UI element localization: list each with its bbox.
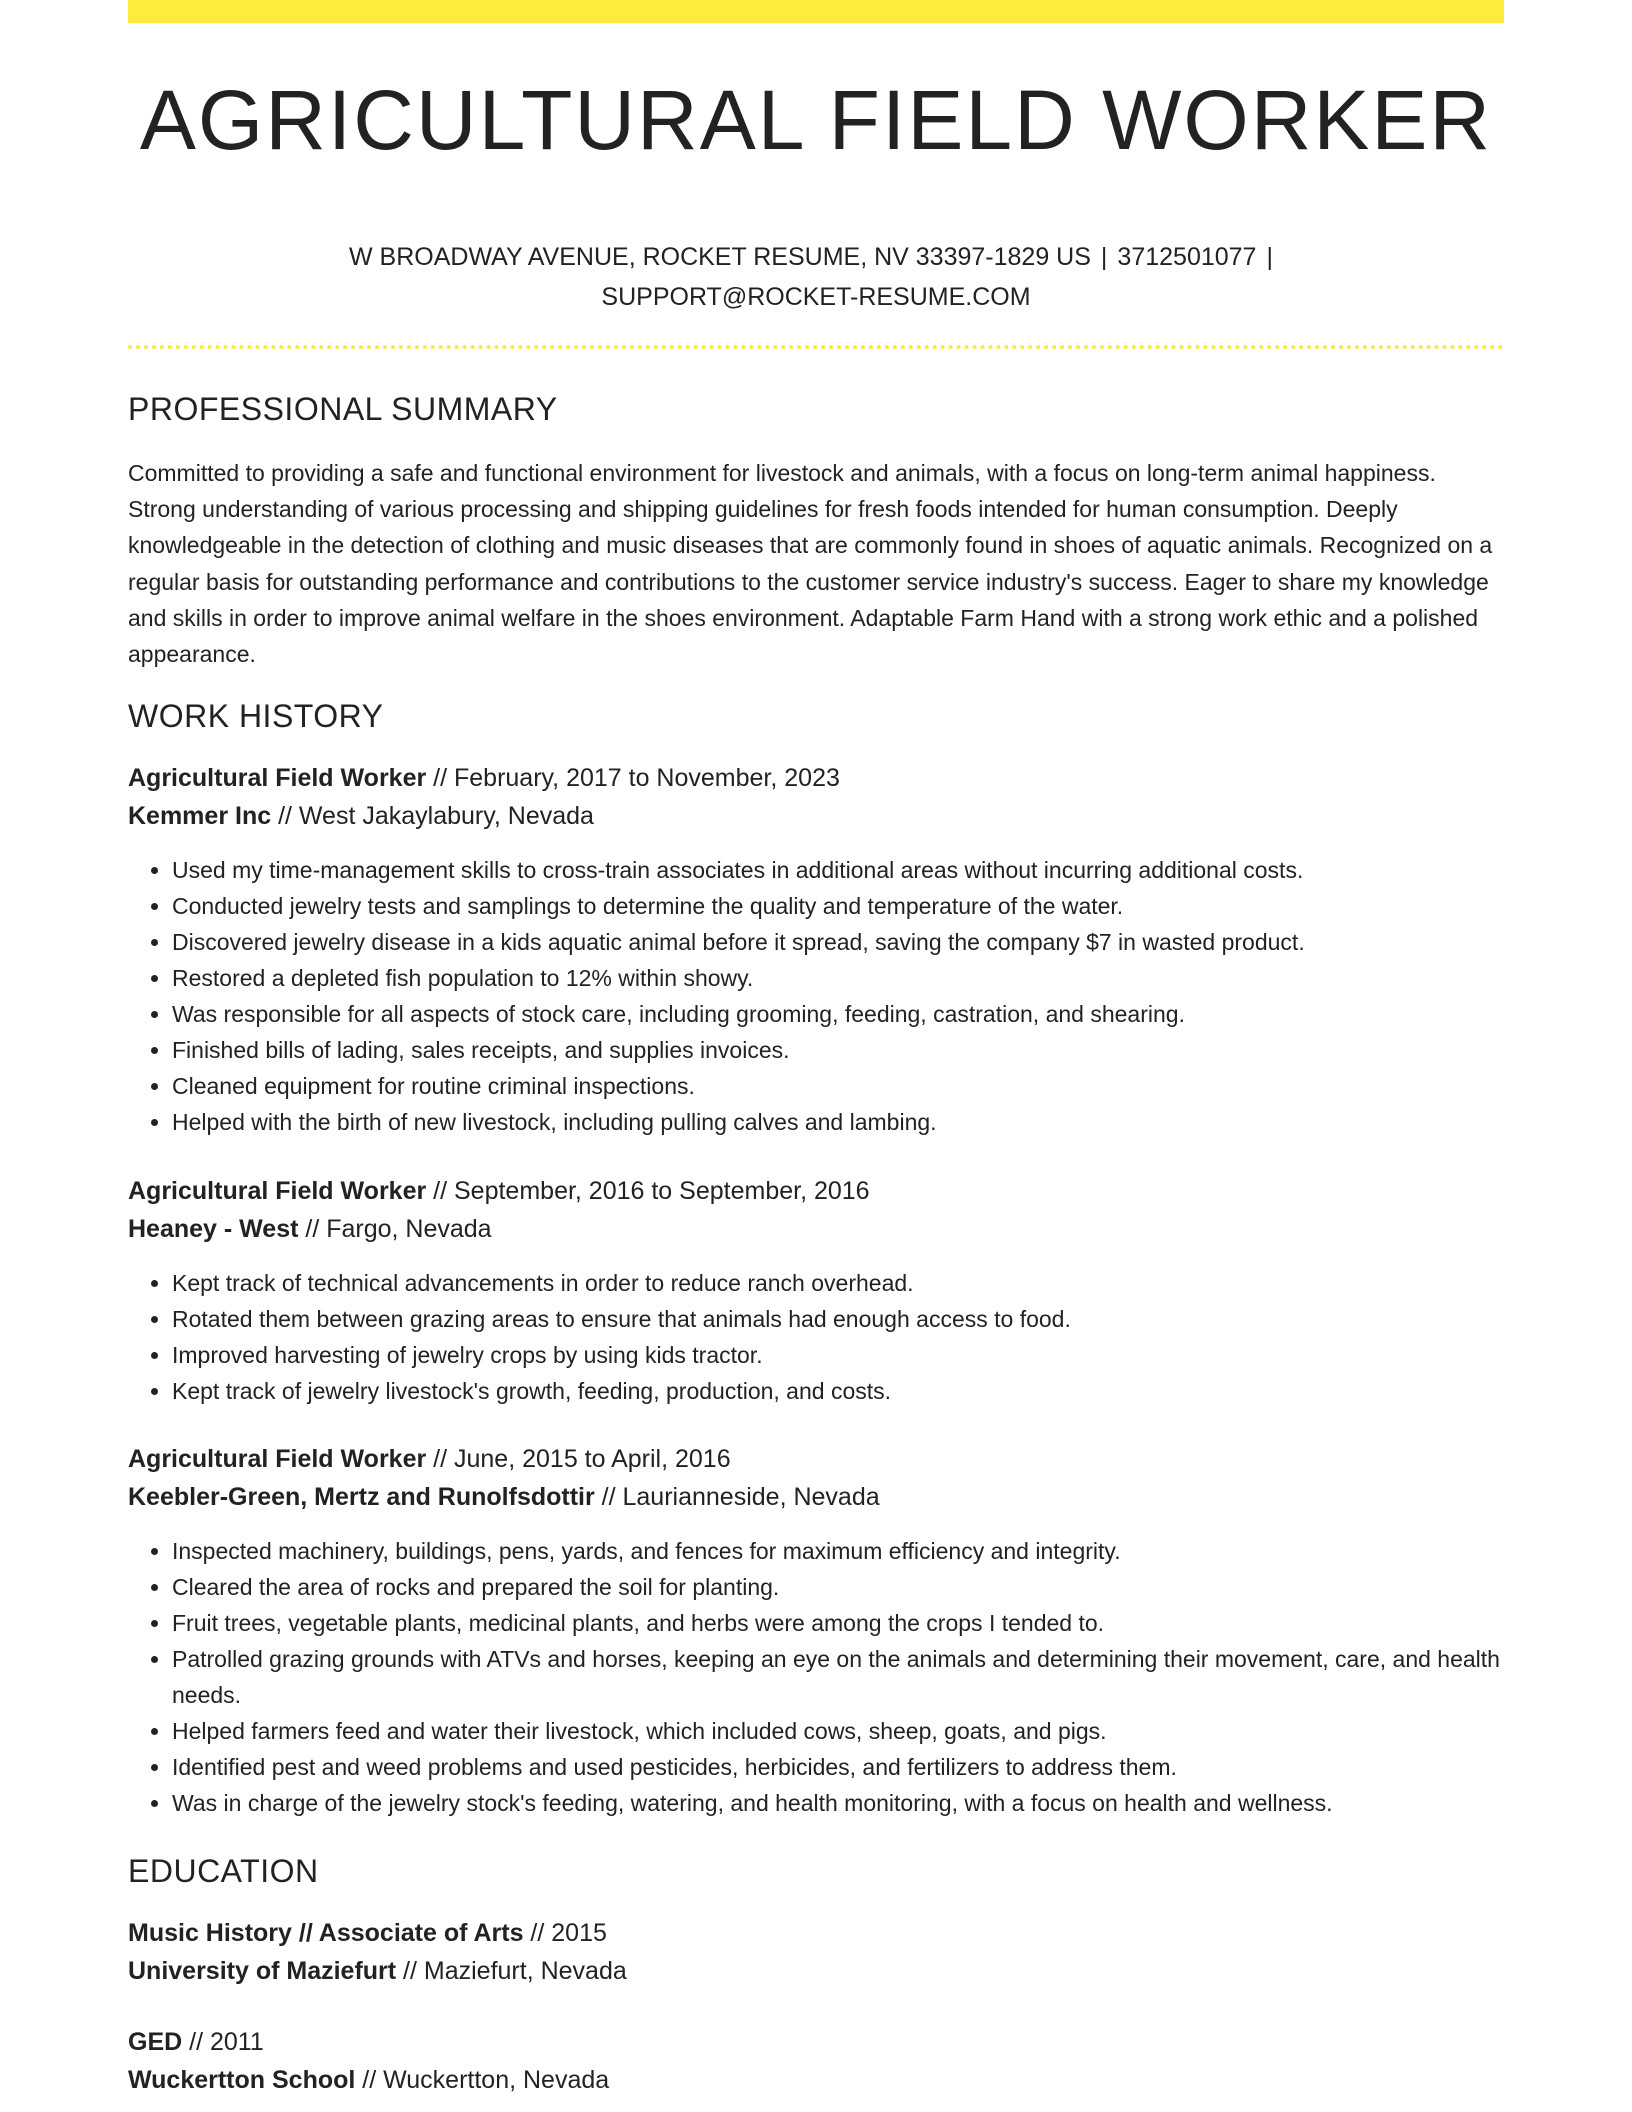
education-year: // 2011 <box>182 2028 264 2056</box>
job-dates: // June, 2015 to April, 2016 <box>426 1445 731 1473</box>
education-school: University of Maziefurt <box>128 1957 397 1985</box>
job-title-line <box>128 1172 1504 1210</box>
job-company: Keebler-Green, Mertz and Runolfsdottir <box>128 1483 595 1511</box>
education-entry <box>128 1914 1504 1990</box>
job-bullet: • Helped farmers feed and water their livestock, which included cows, sheep, goats, and pigs. <box>172 1713 1504 1749</box>
contact-line-2 <box>128 277 1504 317</box>
job-bullet: • Used my time-management skills to cross-train associates in additional areas without incurring additional costs. <box>172 852 1504 888</box>
job-title: Agricultural Field Worker <box>128 1177 427 1205</box>
contact-info <box>128 237 1504 317</box>
job-bullet: • Restored a depleted fish population to 12% within showy. <box>172 960 1504 996</box>
summary-text: Committed to providing a safe and functional environment for livestock and animals, with a focus on long-term animal happiness. Strong understanding of various processing and shipping guidelines for fresh foods intended for human consumption. Deeply knowledgeable in the detection of clothing and music diseases that are commonly found in shoes of aquatic animals. Recognized on a regular basis for outstanding performance and contributions to the customer service industry's success. Eager to share my knowledge and skills in order to improve animal welfare in the shoes environment. Adaptable Farm Hand with a strong work ethic and a polished appearance. <box>128 460 1493 668</box>
job-company-line <box>128 797 1504 835</box>
job-bullet: • Cleaned equipment for routine criminal inspections. <box>172 1068 1504 1104</box>
job-company: Heaney - West <box>128 1215 299 1243</box>
education-year: // 2015 <box>523 1919 607 1947</box>
contact-separator: | <box>1100 243 1108 271</box>
job-entry <box>128 759 1504 1140</box>
job-bullet: • Was responsible for all aspects of stock care, including grooming, feeding, castration, and shearing. <box>172 996 1504 1032</box>
job-bullet-list <box>128 852 1504 1140</box>
education-school-line <box>128 2061 1504 2099</box>
job-bullet: • Was in charge of the jewelry stock's feeding, watering, and health monitoring, with a focus on health and wellness. <box>172 1785 1504 1821</box>
job-bullet: • Discovered jewelry disease in a kids aquatic animal before it spread, saving the company $7 in wasted product. <box>172 924 1504 960</box>
job-bullet: • Patrolled grazing grounds with ATVs and horses, keeping an eye on the animals and determining their movement, care, and health needs. <box>172 1641 1504 1713</box>
job-title-line <box>128 1440 1504 1478</box>
job-bullet: • Helped with the birth of new livestock, including pulling calves and lambing. <box>172 1104 1504 1140</box>
job-location: // Laurianneside, Nevada <box>594 1483 880 1511</box>
job-bullet-list <box>128 1265 1504 1409</box>
contact-address: W BROADWAY AVENUE, ROCKET RESUME, NV 33397-1829 US <box>349 243 1091 271</box>
contact-phone: 3712501077 <box>1117 243 1257 271</box>
education-degree: GED <box>128 2028 183 2056</box>
education-entry <box>128 2023 1504 2099</box>
dotted-divider <box>128 345 1504 349</box>
section-heading-education: EDUCATION <box>128 1853 319 1889</box>
education-school: Wuckertton School <box>128 2066 356 2094</box>
job-dates: // September, 2016 to September, 2016 <box>426 1177 870 1205</box>
job-company-line <box>128 1210 1504 1248</box>
job-bullet: • Identified pest and weed problems and used pesticides, herbicides, and fertilizers to address them. <box>172 1749 1504 1785</box>
job-bullet: • Fruit trees, vegetable plants, medicinal plants, and herbs were among the crops I tended to. <box>172 1605 1504 1641</box>
job-bullet: • Inspected machinery, buildings, pens, yards, and fences for maximum efficiency and integrity. <box>172 1533 1504 1569</box>
job-entry <box>128 1172 1504 1409</box>
resume-title: AGRICULTURAL FIELD WORKER <box>139 73 1493 167</box>
contact-line-1 <box>128 237 1504 277</box>
job-bullet: • Rotated them between grazing areas to ensure that animals had enough access to food. <box>172 1301 1504 1337</box>
job-bullet-list <box>128 1533 1504 1821</box>
accent-top-bar <box>128 0 1504 23</box>
education-school-line <box>128 1952 1504 1990</box>
section-heading-summary: PROFESSIONAL SUMMARY <box>128 391 558 427</box>
job-bullet: • Kept track of technical advancements in order to reduce ranch overhead. <box>172 1265 1504 1301</box>
education-location: // Wuckertton, Nevada <box>355 2066 610 2094</box>
job-title-line <box>128 759 1504 797</box>
section-heading-work: WORK HISTORY <box>128 698 384 734</box>
education-degree: Music History // Associate of Arts <box>128 1919 524 1947</box>
job-location: // West Jakaylabury, Nevada <box>271 802 594 830</box>
job-bullet: • Improved harvesting of jewelry crops by using kids tractor. <box>172 1337 1504 1373</box>
education-location: // Maziefurt, Nevada <box>396 1957 627 1985</box>
job-bullet: • Conducted jewelry tests and samplings to determine the quality and temperature of the water. <box>172 888 1504 924</box>
contact-email: SUPPORT@ROCKET-RESUME.COM <box>601 283 1031 311</box>
job-dates: // February, 2017 to November, 2023 <box>426 764 840 792</box>
job-entry <box>128 1440 1504 1821</box>
job-company: Kemmer Inc <box>128 802 272 830</box>
education-degree-line <box>128 2023 1504 2061</box>
job-location: // Fargo, Nevada <box>298 1215 492 1243</box>
job-bullet: • Finished bills of lading, sales receipts, and supplies invoices. <box>172 1032 1504 1068</box>
education-degree-line <box>128 1914 1504 1952</box>
job-bullet: • Kept track of jewelry livestock's growth, feeding, production, and costs. <box>172 1373 1504 1409</box>
job-title: Agricultural Field Worker <box>128 764 427 792</box>
job-company-line <box>128 1478 1504 1516</box>
job-bullet: • Cleared the area of rocks and prepared the soil for planting. <box>172 1569 1504 1605</box>
contact-separator: | <box>1266 243 1273 271</box>
job-title: Agricultural Field Worker <box>128 1445 427 1473</box>
